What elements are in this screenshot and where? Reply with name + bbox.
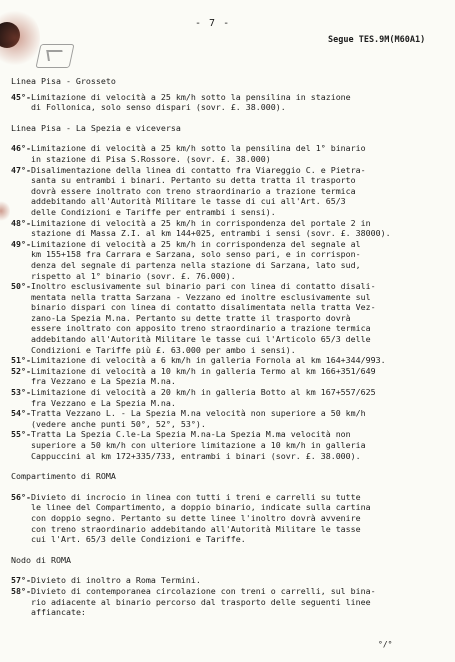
item-number: 56°-	[11, 491, 31, 502]
list-item	[11, 143, 441, 164]
item-number: 51°-	[11, 355, 31, 366]
item-text: Tratta Vezzano L. - La Spezia M.na velocità non superiore a 50 km/h (vedere anche punti 50°, 52°, 53°).	[30, 408, 366, 429]
item-text: Limitazione di velocità a 25 km/h sotto la pensilina in stazione di Follonica, solo senso dispari (sovr. £. 38.000).	[30, 91, 351, 113]
item-number: 55°-	[11, 429, 31, 440]
item-text: Limitazione di velocità a 6 km/h in galleria Fornola al km 164+344/993.	[30, 355, 386, 366]
section-title-pisa-spezia: Linea Pisa - La Spezia e viceversa	[11, 122, 181, 133]
item-text: Limitazione di velocità a 25 km/h in corrispondenza del segnale al km 155+158 fra Carrara e Sarzana, solo senso pari, e in corrispon- denza del segnale di partenza nella stazione di Sarzana, lato sud, rispetto al 1° binario (sovr. £. 76.000).	[30, 238, 361, 281]
list-item	[11, 218, 441, 239]
stamp-mark-icon	[35, 44, 74, 68]
item-text: Tratta La Spezia C.le-La Spezia M.na-La Spezia M.ma velocità non superiore a 50 km/h con ulteriore limitazione a 10 km/h in galleria Cappuccini al km 172+335/733, entrambi i binari (sovr. £. 38.000).	[30, 429, 366, 461]
list-item	[11, 387, 441, 408]
section-title-nodo-roma: Nodo di ROMA	[11, 554, 71, 565]
list-item	[11, 408, 441, 429]
item-number: 54°-	[11, 408, 31, 419]
item-number: 46°-	[11, 143, 31, 154]
item-number: 57°-	[11, 575, 31, 586]
item-number: 47°-	[11, 164, 31, 175]
item-text: Inoltro esclusivamente sul binario pari con linea di contatto disali- mentata nella tratta Sarzana - Vezzano ed inoltre esclusivamente sul binario dispari con linea di contatto disalimentata nella tratta Vez- zano-La Spezia M.na. Pertanto su dette tratte il trasporto dovrà essere inoltrato con apposito treno straordinario a trazione termica addebitando all'Autorità Militare le tasse cui l'Articolo 65/3 delle Condizioni e Tariffe più £. 63.000 per ambo i sensi).	[30, 281, 376, 355]
item-text: Limitazione di velocità a 10 km/h in galleria Termo al km 166+351/649 fra Vezzano e La Spezia M.na.	[30, 365, 376, 387]
item-text: Divieto di incrocio in linea con tutti i treni e carrelli su tutte le linee del Compartimento, a doppio binario, indicate sulla cartina con doppio segno. Pertanto su dette linee l'inoltro dovrà avvenire con treno straordinario addebitando all'Autorità Militare le tasse cui l'Art. 65/3 delle Condizioni e Tariffe.	[30, 491, 371, 545]
item-number: 50°-	[11, 281, 31, 292]
list-item	[11, 586, 441, 618]
document-body	[11, 76, 441, 618]
document-reference: Segue TES.9M(M60A1)	[328, 35, 426, 45]
continuation-mark: °/°	[378, 640, 393, 649]
list-item	[11, 366, 441, 387]
item-number: 58°-	[11, 585, 31, 596]
list-item	[11, 281, 441, 355]
item-text: Disalimentazione della linea di contatto fra Viareggio C. e Pietra- santa su entrambi i binari. Pertanto su detta tratta il trasporto dovrà essere inoltrato con treno straordinario a trazione termica addebitando all'Autorità Militare le tasse di cui all'Art. 65/3 delle Condizioni e Tariffe per entrambi i sensi).	[30, 164, 366, 217]
list-item	[11, 239, 441, 281]
list-item	[11, 165, 441, 218]
item-text: Limitazione di velocità a 25 km/h sotto la pensilina del 1° binario in stazione di Pisa S.Rossore. (sovr. £. 38.000)	[30, 143, 366, 164]
page-number: - 7 -	[195, 18, 231, 29]
item-text: Divieto di inoltro a Roma Termini.	[30, 575, 201, 586]
item-number: 49°-	[11, 238, 31, 249]
item-number: 48°-	[11, 217, 31, 228]
list-item	[11, 492, 441, 545]
list-item	[11, 92, 441, 113]
list-item	[11, 355, 441, 366]
item-text: Limitazione di velocità a 25 km/h in corrispondenza del portale 2 in stazione di Massa Z.I. al km 144+025, entrambi i sensi (sovr. £. 38000).	[30, 217, 391, 239]
item-number: 53°-	[11, 387, 31, 398]
item-text: Limitazione di velocità a 20 km/h in galleria Botto al km 167+557/625 fra Vezzano e La Spezia M.na.	[30, 387, 376, 408]
section-title-compartimento-roma: Compartimento di ROMA	[11, 471, 116, 482]
stain-mark	[0, 8, 40, 68]
item-number: 45°-	[11, 91, 31, 102]
stain-mark	[0, 200, 10, 222]
list-item	[11, 429, 441, 461]
item-text: Divieto di contemporanea circolazione con treni o carrelli, sul bina- rio adiacente al binario percorso dal trasporto delle seguenti linee affiancate:	[30, 585, 376, 618]
list-item	[11, 575, 441, 586]
section-title-pisa-grosseto: Linea Pisa - Grosseto	[11, 76, 116, 86]
item-number: 52°-	[11, 365, 31, 376]
